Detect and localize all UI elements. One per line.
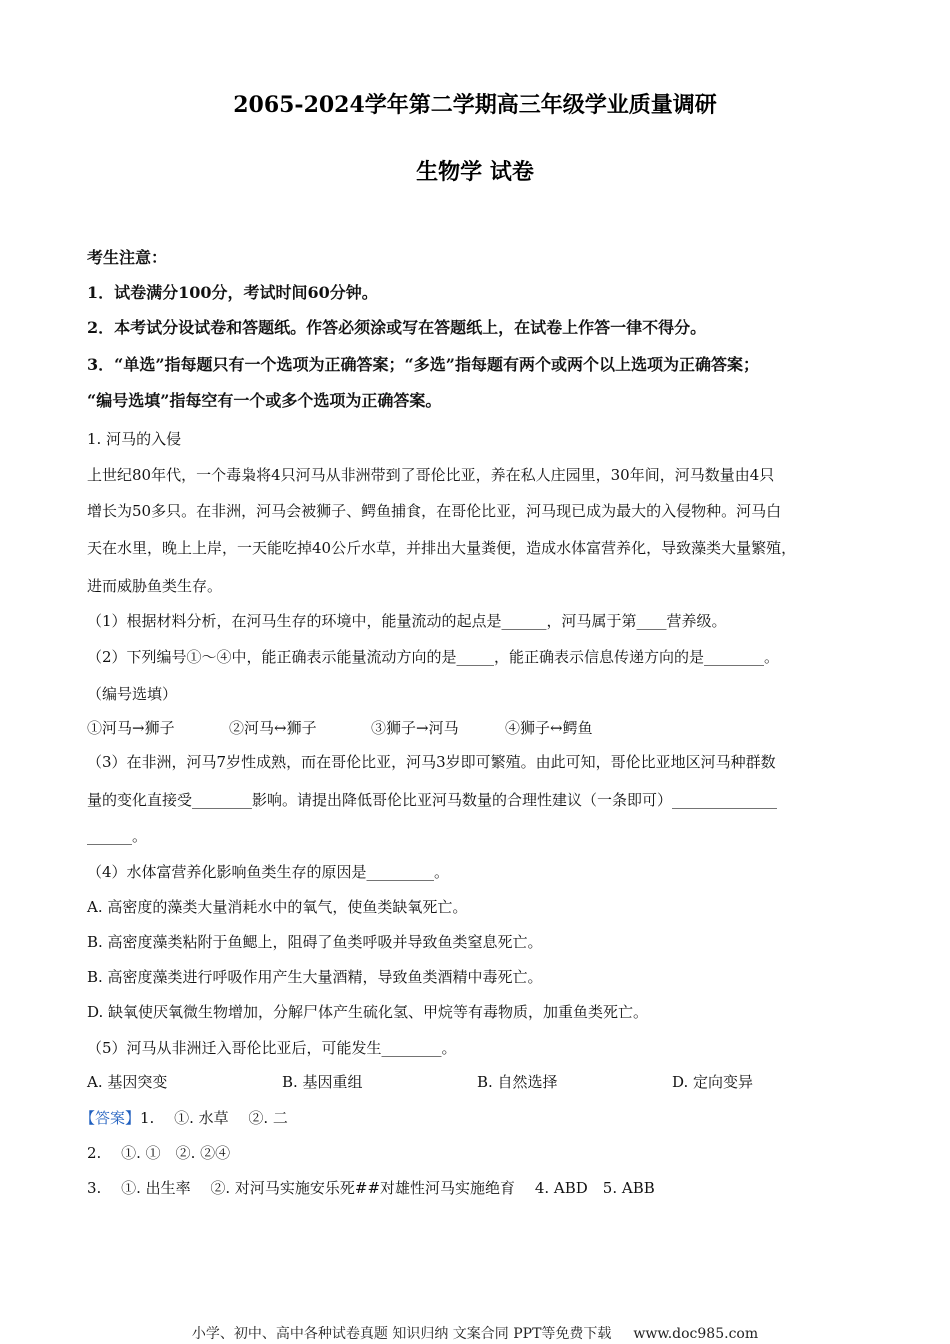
footer: [0, 1323, 950, 1343]
page-title: 2065-2024学年第二学期高三年级学业质量调研: [233, 92, 717, 118]
option: ②河马↔狮子: [229, 719, 317, 737]
subquestion-5-options: [87, 1072, 753, 1092]
notice-item: 2．本考试分设试卷和答题纸。作答必须涂或写在答题纸上，在试卷上作答一律不得分。: [87, 318, 707, 337]
option: A. 基因突变: [87, 1073, 168, 1091]
option: D. 缺氧使厌氧微生物增加，分解尸体产生硫化氢、甲烷等有毒物质，加重鱼类死亡。: [87, 1003, 649, 1021]
subquestion-5: （5）河马从非洲迁入哥伦比亚后，可能发生________。: [87, 1039, 457, 1057]
passage-line: 天在水里，晚上上岸，一天能吃掉40公斤水草，并排出大量粪便，造成水体富营养化，导致藻类大量繁殖，: [87, 539, 797, 557]
answer-line: [80, 1108, 288, 1128]
subquestion-3: （3）在非洲，河马7岁性成熟，而在哥伦比亚，河马3岁即可繁殖。由此可知，哥伦比亚地区河马种群数: [87, 753, 776, 771]
notice-item: 3．“单选”指每题只有一个选项为正确答案；“多选”指每题有两个或两个以上选项为正确答案；: [87, 355, 759, 374]
option: ④狮子↔鳄鱼: [505, 719, 593, 737]
notice-heading: 考生注意：: [87, 248, 168, 267]
answer-text: 1. ①. 水草 ②. 二: [140, 1109, 288, 1127]
answer-line: 2. ①. ① ②. ②④: [87, 1144, 231, 1162]
subquestion-2-note: （编号选填）: [87, 685, 178, 703]
passage-line: 增长为50多只。在非洲，河马会被狮子、鳄鱼捕食，在哥伦比亚，河马现已成为最大的入侵物种。河马白: [87, 502, 782, 520]
answer-line: 3. ①. 出生率 ②. 对河马实施安乐死##对雄性河马实施绝育 4. ABD 5. ABB: [87, 1179, 655, 1197]
passage-line: 上世纪80年代，一个毒枭将4只河马从非洲带到了哥伦比亚，养在私人庄园里，30年间，河马数量由4只: [87, 466, 775, 484]
option: B. 高密度藻类粘附于鱼鳃上，阻碍了鱼类呼吸并导致鱼类窒息死亡。: [87, 933, 543, 951]
subquestion-2-options: [87, 718, 593, 738]
footer-url[interactable]: www.doc985.com: [633, 1326, 759, 1342]
option: B. 自然选择: [477, 1073, 558, 1091]
option: B. 高密度藻类进行呼吸作用产生大量酒精，导致鱼类酒精中毒死亡。: [87, 968, 543, 986]
option: ③狮子→河马: [371, 719, 459, 737]
subquestion-2: （2）下列编号①～④中，能正确表示能量流动方向的是_____，能正确表示信息传递方向的是________。: [87, 648, 780, 666]
notice-item: “编号选填”指每空有一个或多个选项为正确答案。: [87, 391, 442, 410]
footer-text: 小学、初中、高中各种试卷真题 知识归纳 文案合同 PPT等免费下载: [191, 1326, 612, 1342]
question-title: 1. 河马的入侵: [87, 430, 182, 448]
option: B. 基因重组: [282, 1073, 363, 1091]
option: ①河马→狮子: [87, 719, 175, 737]
subquestion-1: （1）根据材料分析，在河马生存的环境中，能量流动的起点是______，河马属于第____营养级。: [87, 612, 727, 630]
option: A. 高密度的藻类大量消耗水中的氧气，使鱼类缺氧死亡。: [87, 898, 468, 916]
passage-line: 进而威胁鱼类生存。: [87, 577, 223, 595]
subquestion-3: 量的变化直接受________影响。请提出降低哥伦比亚河马数量的合理性建议（一条即可）______________: [87, 791, 778, 809]
notice-item: 1．试卷满分100分，考试时间60分钟。: [87, 283, 378, 302]
page-subtitle: 生物学 试卷: [416, 159, 534, 185]
option: D. 定向变异: [672, 1073, 754, 1091]
subquestion-4: （4）水体富营养化影响鱼类生存的原因是_________。: [87, 863, 450, 881]
answer-tag: 【答案】: [80, 1109, 141, 1127]
subquestion-3: ______。: [87, 827, 148, 845]
